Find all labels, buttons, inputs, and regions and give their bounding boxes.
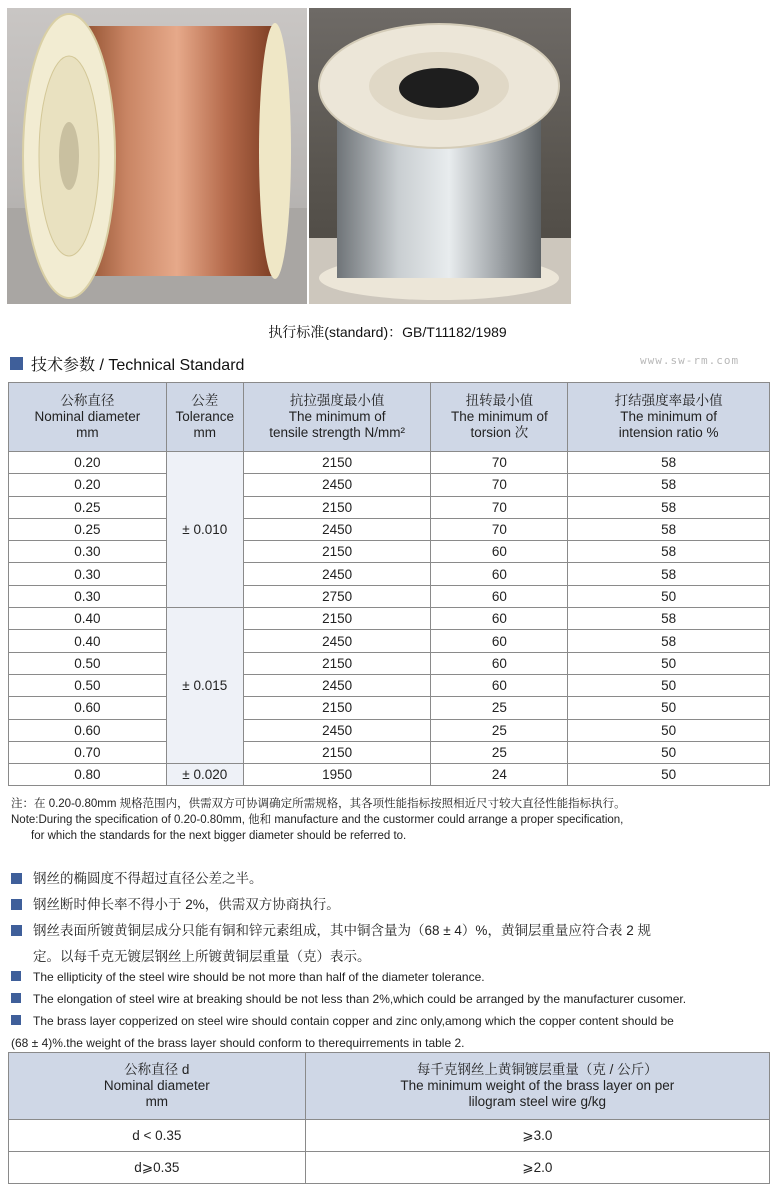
table-row (9, 674, 770, 696)
cell-diameter: d⩾0.35 (9, 1152, 306, 1184)
steel-wire-spool-photo (309, 8, 571, 304)
cell-tensile: 2450 (243, 563, 431, 585)
cell-ratio: 58 (568, 563, 770, 585)
cell-tensile: 2150 (243, 608, 431, 630)
table-row (9, 518, 770, 540)
watermark-url: www.sw-rm.com (640, 354, 740, 367)
header-cn: 抗拉强度最小值 (289, 393, 385, 408)
header-cn: 扭转最小值 (465, 393, 534, 408)
note-en: Note:During the specification of 0.20-0.80mm, 他和 manufacture and the custormer could arrange a proper specification, (11, 814, 624, 826)
section-bullet-icon (10, 357, 23, 370)
cell-ratio: 50 (568, 652, 770, 674)
cell-weight: ⩾3.0 (305, 1120, 769, 1152)
brass-layer-weight-table (8, 1052, 770, 1184)
table-row (9, 585, 770, 607)
cell-ratio: 58 (568, 608, 770, 630)
header-nominal-diameter (9, 383, 167, 452)
cell-torsion: 60 (431, 585, 568, 607)
header-unit: mm (145, 1094, 169, 1109)
cell-tensile: 2150 (243, 697, 431, 719)
bullet-icon (11, 925, 22, 936)
cell-diameter: 0.25 (9, 518, 167, 540)
header-cn: 每千克钢丝上黄铜镀层重量（克 / 公斤） (416, 1062, 658, 1077)
requirements-list-cn (11, 866, 751, 970)
table-header-row (9, 1053, 770, 1120)
note-cn: 注：在 0.20-0.80mm 规格范围内，供需双方可协调确定所需规格，其各项性能指标按照相近尺寸较大直径性能指标执行。 (11, 798, 626, 810)
list-item-text: (68 ± 4)%.the weight of the brass layer should conform to therequirrements in table 2. (11, 1036, 465, 1050)
cell-tensile: 2450 (243, 674, 431, 696)
cell-torsion: 25 (431, 719, 568, 741)
table-row (9, 563, 770, 585)
list-item-text: 钢丝表面所镀黄铜层成分只能有铜和锌元素组成，其中铜含量为（68 ± 4）%，黄铜层重量应符合表 2 规 (33, 923, 651, 938)
cell-diameter: 0.40 (9, 608, 167, 630)
list-item-text: The ellipticity of the steel wire should be not more than half of the diameter tolerance. (33, 970, 485, 984)
cell-tensile: 2450 (243, 719, 431, 741)
table-row (9, 652, 770, 674)
table-row (9, 764, 770, 786)
header-tolerance (166, 383, 243, 452)
cell-diameter: 0.60 (9, 719, 167, 741)
cell-torsion: 60 (431, 674, 568, 696)
header-unit: tensile strength N/mm² (269, 425, 405, 440)
header-unit: intension ratio % (618, 425, 719, 440)
cell-torsion: 25 (431, 741, 568, 763)
list-item (11, 918, 751, 944)
cell-weight: ⩾2.0 (305, 1152, 769, 1184)
header-en: The minimum of (620, 409, 718, 424)
copper-wire-spool-photo (7, 8, 307, 304)
table-row (9, 541, 770, 563)
cell-diameter: 0.60 (9, 697, 167, 719)
cell-torsion: 25 (431, 697, 568, 719)
cell-torsion: 60 (431, 652, 568, 674)
list-item (11, 1010, 756, 1032)
header-cn: 公称直径 d (124, 1062, 190, 1077)
table-row (9, 1120, 770, 1152)
cell-torsion: 60 (431, 541, 568, 563)
cell-diameter: 0.40 (9, 630, 167, 652)
bullet-icon (11, 993, 21, 1003)
cell-ratio: 50 (568, 585, 770, 607)
cell-torsion: 60 (431, 563, 568, 585)
cell-diameter: 0.30 (9, 585, 167, 607)
list-item-text: 钢丝断时伸长率不得小于 2%，供需双方协商执行。 (33, 897, 340, 912)
cell-tensile: 2450 (243, 518, 431, 540)
list-item-continued (11, 1032, 756, 1054)
table-row (9, 608, 770, 630)
header-intension-ratio (568, 383, 770, 452)
bullet-icon (11, 1015, 21, 1025)
cell-diameter: 0.50 (9, 674, 167, 696)
header-torsion (431, 383, 568, 452)
cell-ratio: 58 (568, 518, 770, 540)
header-unit: mm (193, 425, 217, 440)
cell-ratio: 50 (568, 697, 770, 719)
cell-diameter: 0.50 (9, 652, 167, 674)
header-en: Nominal diameter (103, 1078, 210, 1093)
table-row (9, 630, 770, 652)
cell-ratio: 58 (568, 452, 770, 474)
bullet-icon (11, 899, 22, 910)
table-row (9, 741, 770, 763)
cell-diameter: 0.20 (9, 474, 167, 496)
cell-ratio: 50 (568, 764, 770, 786)
cell-ratio: 50 (568, 674, 770, 696)
header-unit: torsion 次 (470, 425, 529, 440)
cell-torsion: 70 (431, 474, 568, 496)
header-en: The minimum of (288, 409, 386, 424)
copper-spool-illustration (7, 8, 307, 304)
table-header-row (9, 383, 770, 452)
cell-ratio: 50 (568, 719, 770, 741)
list-item-text: The brass layer copperized on steel wire should contain copper and zinc only,among which the copper content should be (33, 1014, 674, 1028)
cell-torsion: 70 (431, 452, 568, 474)
header-en: Nominal diameter (34, 409, 141, 424)
cell-ratio: 58 (568, 474, 770, 496)
header-en: The minimum weight of the brass layer on per (400, 1078, 675, 1093)
table-row (9, 697, 770, 719)
cell-diameter: 0.80 (9, 764, 167, 786)
list-item (11, 892, 751, 918)
standard-line: 执行标准(standard)：GB/T11182/1989 (268, 324, 507, 340)
note-en-continued: for which the standards for the next bigger diameter should be referred to. (31, 830, 407, 842)
table-row (9, 452, 770, 474)
cell-tensile: 2150 (243, 652, 431, 674)
cell-diameter: 0.20 (9, 452, 167, 474)
cell-torsion: 60 (431, 630, 568, 652)
list-item (11, 988, 756, 1010)
cell-ratio: 58 (568, 496, 770, 518)
list-item (11, 866, 751, 892)
table-note (11, 796, 751, 844)
cell-tolerance: ± 0.020 (166, 764, 243, 786)
bullet-icon (11, 873, 22, 884)
cell-diameter: 0.70 (9, 741, 167, 763)
list-item-text: 定。以每千克无镀层钢丝上所镀黄铜层重量（克）表示。 (33, 949, 371, 964)
cell-diameter: 0.25 (9, 496, 167, 518)
table-row (9, 1152, 770, 1184)
cell-diameter: 0.30 (9, 563, 167, 585)
cell-ratio: 58 (568, 541, 770, 563)
header-en: Tolerance (175, 409, 235, 424)
cell-tensile: 2150 (243, 741, 431, 763)
table-row (9, 719, 770, 741)
requirements-list-en (11, 966, 756, 1054)
header-nominal-diameter-d (9, 1053, 306, 1120)
header-cn: 公称直径 (60, 393, 115, 408)
section-title: 技术参数 / Technical Standard (31, 357, 245, 374)
cell-tensile: 1950 (243, 764, 431, 786)
cell-torsion: 60 (431, 608, 568, 630)
header-unit: mm (76, 425, 99, 440)
cell-tolerance: ± 0.010 (166, 452, 243, 608)
cell-tensile: 2450 (243, 630, 431, 652)
header-en: The minimum of (450, 409, 548, 424)
header-brass-weight (305, 1053, 769, 1120)
header-cn: 公差 (191, 393, 219, 408)
list-item (11, 966, 756, 988)
cell-tensile: 2150 (243, 541, 431, 563)
bullet-icon (11, 971, 21, 981)
header-unit: lilogram steel wire g/kg (468, 1094, 606, 1109)
cell-tensile: 2750 (243, 585, 431, 607)
cell-ratio: 50 (568, 741, 770, 763)
cell-diameter: 0.30 (9, 541, 167, 563)
table-row (9, 474, 770, 496)
list-item-text: 钢丝的椭圆度不得超过直径公差之半。 (33, 871, 263, 886)
cell-torsion: 70 (431, 496, 568, 518)
header-cn: 打结强度率最小值 (614, 393, 723, 408)
cell-torsion: 70 (431, 518, 568, 540)
cell-tensile: 2150 (243, 452, 431, 474)
header-tensile-strength (243, 383, 431, 452)
cell-tensile: 2150 (243, 496, 431, 518)
list-item-text: The elongation of steel wire at breaking should be not less than 2%,which could be arranged by the manufacturer cusomer. (33, 992, 687, 1006)
cell-diameter: d < 0.35 (9, 1120, 306, 1152)
cell-tensile: 2450 (243, 474, 431, 496)
section-header (10, 352, 244, 375)
cell-torsion: 24 (431, 764, 568, 786)
steel-spool-illustration (309, 8, 571, 304)
technical-standard-table (8, 382, 770, 786)
table-row (9, 496, 770, 518)
cell-tolerance: ± 0.015 (166, 608, 243, 764)
cell-ratio: 58 (568, 630, 770, 652)
